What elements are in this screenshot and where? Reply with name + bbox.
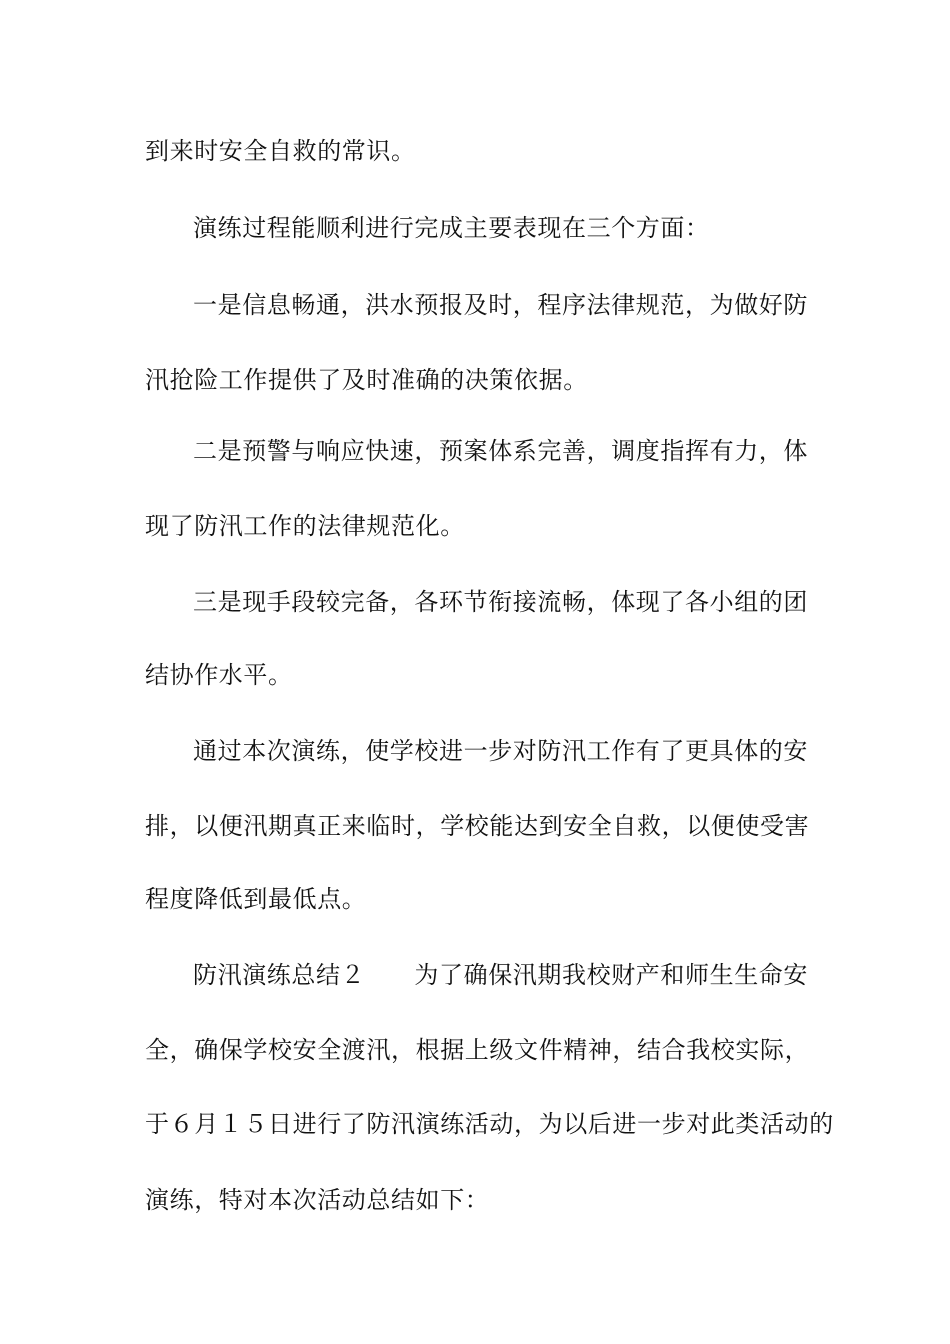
text-line: 现了防汛工作的法律规范化。 — [145, 512, 465, 540]
paragraph-line: 演练过程能顺利进行完成主要表现在三个方面： — [193, 214, 710, 242]
paragraph-line: 防汛演练总结２ 为了确保汛期我校财产和师生生命安 — [193, 961, 808, 989]
paragraph-line: 二是预警与响应快速，预案体系完善，调度指挥有力，体 — [193, 437, 808, 465]
paragraph-line: 三是现手段较完备，各环节衔接流畅，体现了各小组的团 — [193, 588, 808, 616]
text-line: 全，确保学校安全渡汛，根据上级文件精神，结合我校实际， — [145, 1036, 810, 1064]
text-line: 程度降低到最低点。 — [145, 885, 367, 913]
paragraph-line: 一是信息畅通，洪水预报及时，程序法律规范，为做好防 — [193, 291, 808, 319]
paragraph-line: 通过本次演练，使学校进一步对防汛工作有了更具体的安 — [193, 737, 808, 765]
text-line: 到来时安全自救的常识。 — [145, 137, 416, 165]
text-line: 演练，特对本次活动总结如下： — [145, 1186, 490, 1214]
text-line: 结协作水平。 — [145, 661, 293, 689]
text-line: 汛抢险工作提供了及时准确的决策依据。 — [145, 366, 588, 394]
text-line: 排，以便汛期真正来临时，学校能达到安全自救，以便使受害 — [145, 812, 810, 840]
text-line: 于６月１５日进行了防汛演练活动，为以后进一步对此类活动的 — [145, 1110, 834, 1138]
